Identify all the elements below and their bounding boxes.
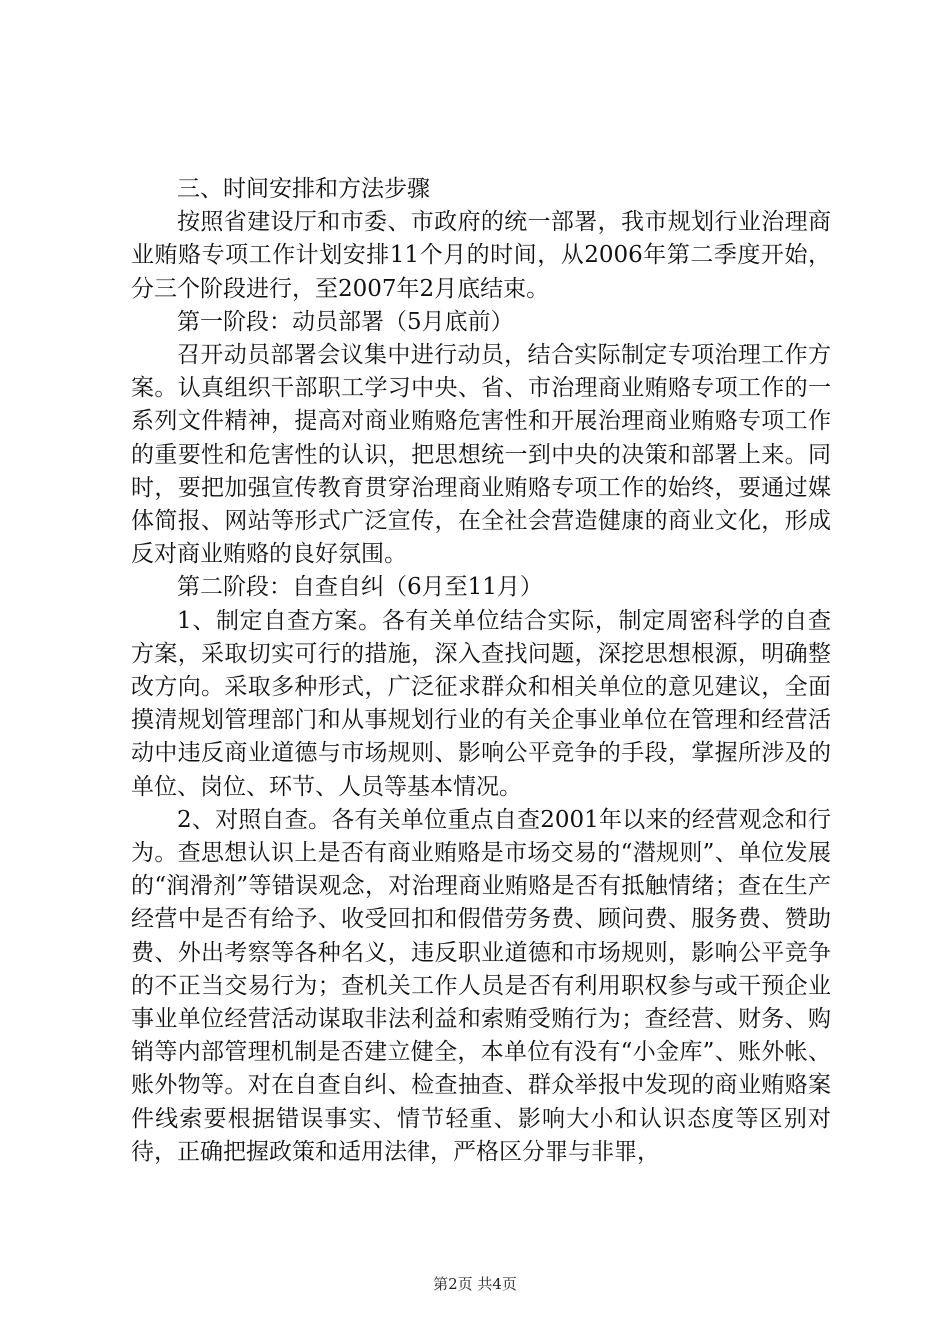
section-heading: 三、时间安排和方法步骤 — [177, 176, 430, 202]
paragraph: 召开动员部署会议集中进行动员，结合实际制定专项治理工作方案。认真组织干部职工学习中央、省、市治理商业贿赂专项工作的一系列文件精神，提高对商业贿赂危害性和开展治理商业贿赂专项工作的重要性和危害性的认识，把思想统一到中央的决策和部署上来。同时，要把加强宣传教育贯穿治理商业贿赂专项工作的始终，要通过媒体简报、网站等形式广泛宣传，在全社会营造健康的商业文化，形成反对商业贿赂的良好氛围。 — [131, 342, 831, 568]
page-footer: 第2页 共4页 — [433, 1275, 517, 1293]
stage-heading: 第二阶段：自查自纠（6月至11月） — [177, 574, 543, 601]
paragraph: 2、对照自查。各有关单位重点自查2001年以来的经营观念和行为。查思想认识上是否有商业贿赂是市场交易的“潜规则”、单位发展的“润滑剂”等错误观念，对治理商业贿赂是否有抵触情绪；查在生产经营中是否有给予、收受回扣和假借劳务费、顾问费、服务费、赞助费、外出考察等各种名义，违反职业道德和市场规则，影响公平竞争的不正当交易行为；查机关工作人员是否有利用职权参与或干预企业事业单位经营活动谋取非法利益和索贿受贿行为；查经营、财务、购销等内部管理机制是否建立健全，本单位有没有“小金库”、账外帐、账外物等。对在自查自纠、检查抽查、群众举报中发现的商业贿赂案件线索要根据错误事实、情节轻重、影响大小和认识态度等区别对待，正确把握政策和适用法律，严格区分罪与非罪， — [131, 806, 831, 1165]
paragraph: 按照省建设厅和市委、市政府的统一部署，我市规划行业治理商业贿赂专项工作计划安排11个月的时间，从2006年第二季度开始，分三个阶段进行，至2007年2月底结束。 — [131, 209, 831, 302]
stage-heading: 第一阶段：动员部署（5月底前） — [177, 308, 514, 335]
paragraph: 1、制定自查方案。各有关单位结合实际，制定周密科学的自查方案，采取切实可行的措施，深入查找问题，深挖思想根源，明确整改方向。采取多种形式，广泛征求群众和相关单位的意见建议，全面摸清规划管理部门和从事规划行业的有关企事业单位在管理和经营活动中违反商业道德与市场规则、影响公平竞争的手段，掌握所涉及的单位、岗位、环节、人员等基本情况。 — [131, 607, 831, 800]
document-body — [131, 173, 831, 1169]
